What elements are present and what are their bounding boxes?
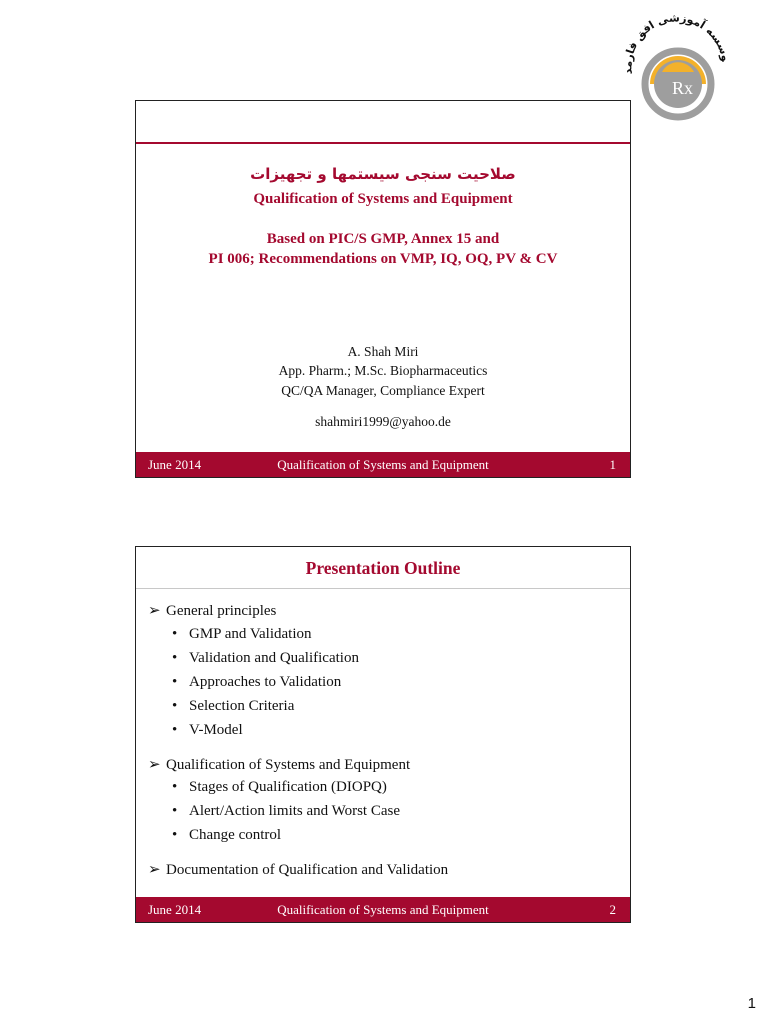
outline-item: • V-Model [172, 722, 243, 738]
logo-arc-text: وسسه آموزشی افق فارمد [621, 12, 733, 75]
logo-rx-text: Rx [672, 78, 694, 98]
slide2-footer [136, 897, 630, 922]
footer-date: June 2014 [148, 902, 202, 917]
slide1-title-fa: صلاحیت سنجی سیستمها و تجهیزات [250, 165, 516, 183]
footer-slide-number: 1 [609, 457, 616, 472]
author-email: shahmiri1999@yahoo.de [315, 414, 451, 429]
outline-item: • Stages of Qualification (DIOPQ) [172, 779, 387, 795]
slide-2 [135, 546, 631, 923]
slide-divider [136, 142, 630, 144]
bullet-icon: • [172, 827, 178, 843]
slide2-title: Presentation Outline [305, 558, 461, 578]
bullet-icon: • [172, 779, 178, 795]
footer-date: June 2014 [148, 457, 202, 472]
slide1-subtitle-line1: Based on PIC/S GMP, Annex 15 and [266, 231, 500, 247]
author-degree: App. Pharm.; M.Sc. Biopharmaceutics [278, 363, 488, 378]
outline-item: • Alert/Action limits and Worst Case [172, 803, 400, 819]
outline-item: • Validation and Qualification [172, 650, 359, 666]
outline-item: • Approaches to Validation [172, 674, 342, 690]
slide-divider [136, 588, 630, 589]
author-name: A. Shah Miri [347, 344, 419, 359]
slide1-subtitle-line2: PI 006; Recommendations on VMP, IQ, OQ, PV & CV [208, 251, 558, 267]
outline-section: ➢ Documentation of Qualification and Validation [148, 862, 449, 878]
bullet-icon: • [172, 650, 178, 666]
outline-item: • Change control [172, 827, 282, 843]
footer-slide-number: 2 [609, 902, 616, 917]
slide-1 [135, 100, 631, 478]
arrow-bullet-icon: ➢ [148, 603, 161, 619]
outline-item: • Selection Criteria [172, 698, 295, 714]
footer-title: Qualification of Systems and Equipment [277, 902, 489, 917]
author-role: QC/QA Manager, Compliance Expert [281, 383, 485, 398]
bullet-icon: • [172, 803, 178, 819]
bullet-icon: • [172, 674, 178, 690]
bullet-icon: • [172, 626, 178, 642]
outline-item: • GMP and Validation [172, 626, 312, 642]
slide1-footer [136, 452, 630, 477]
slide1-title-en: Qualification of Systems and Equipment [253, 191, 513, 207]
page-number: 1 [747, 995, 756, 1012]
arrow-bullet-icon: ➢ [148, 757, 161, 773]
bullet-icon: • [172, 698, 178, 714]
footer-title: Qualification of Systems and Equipment [277, 457, 489, 472]
arrow-bullet-icon: ➢ [148, 862, 161, 878]
outline-section: ➢ Qualification of Systems and Equipment [148, 757, 411, 773]
outline-section: ➢ General principles [148, 603, 277, 619]
bullet-icon: • [172, 722, 178, 738]
